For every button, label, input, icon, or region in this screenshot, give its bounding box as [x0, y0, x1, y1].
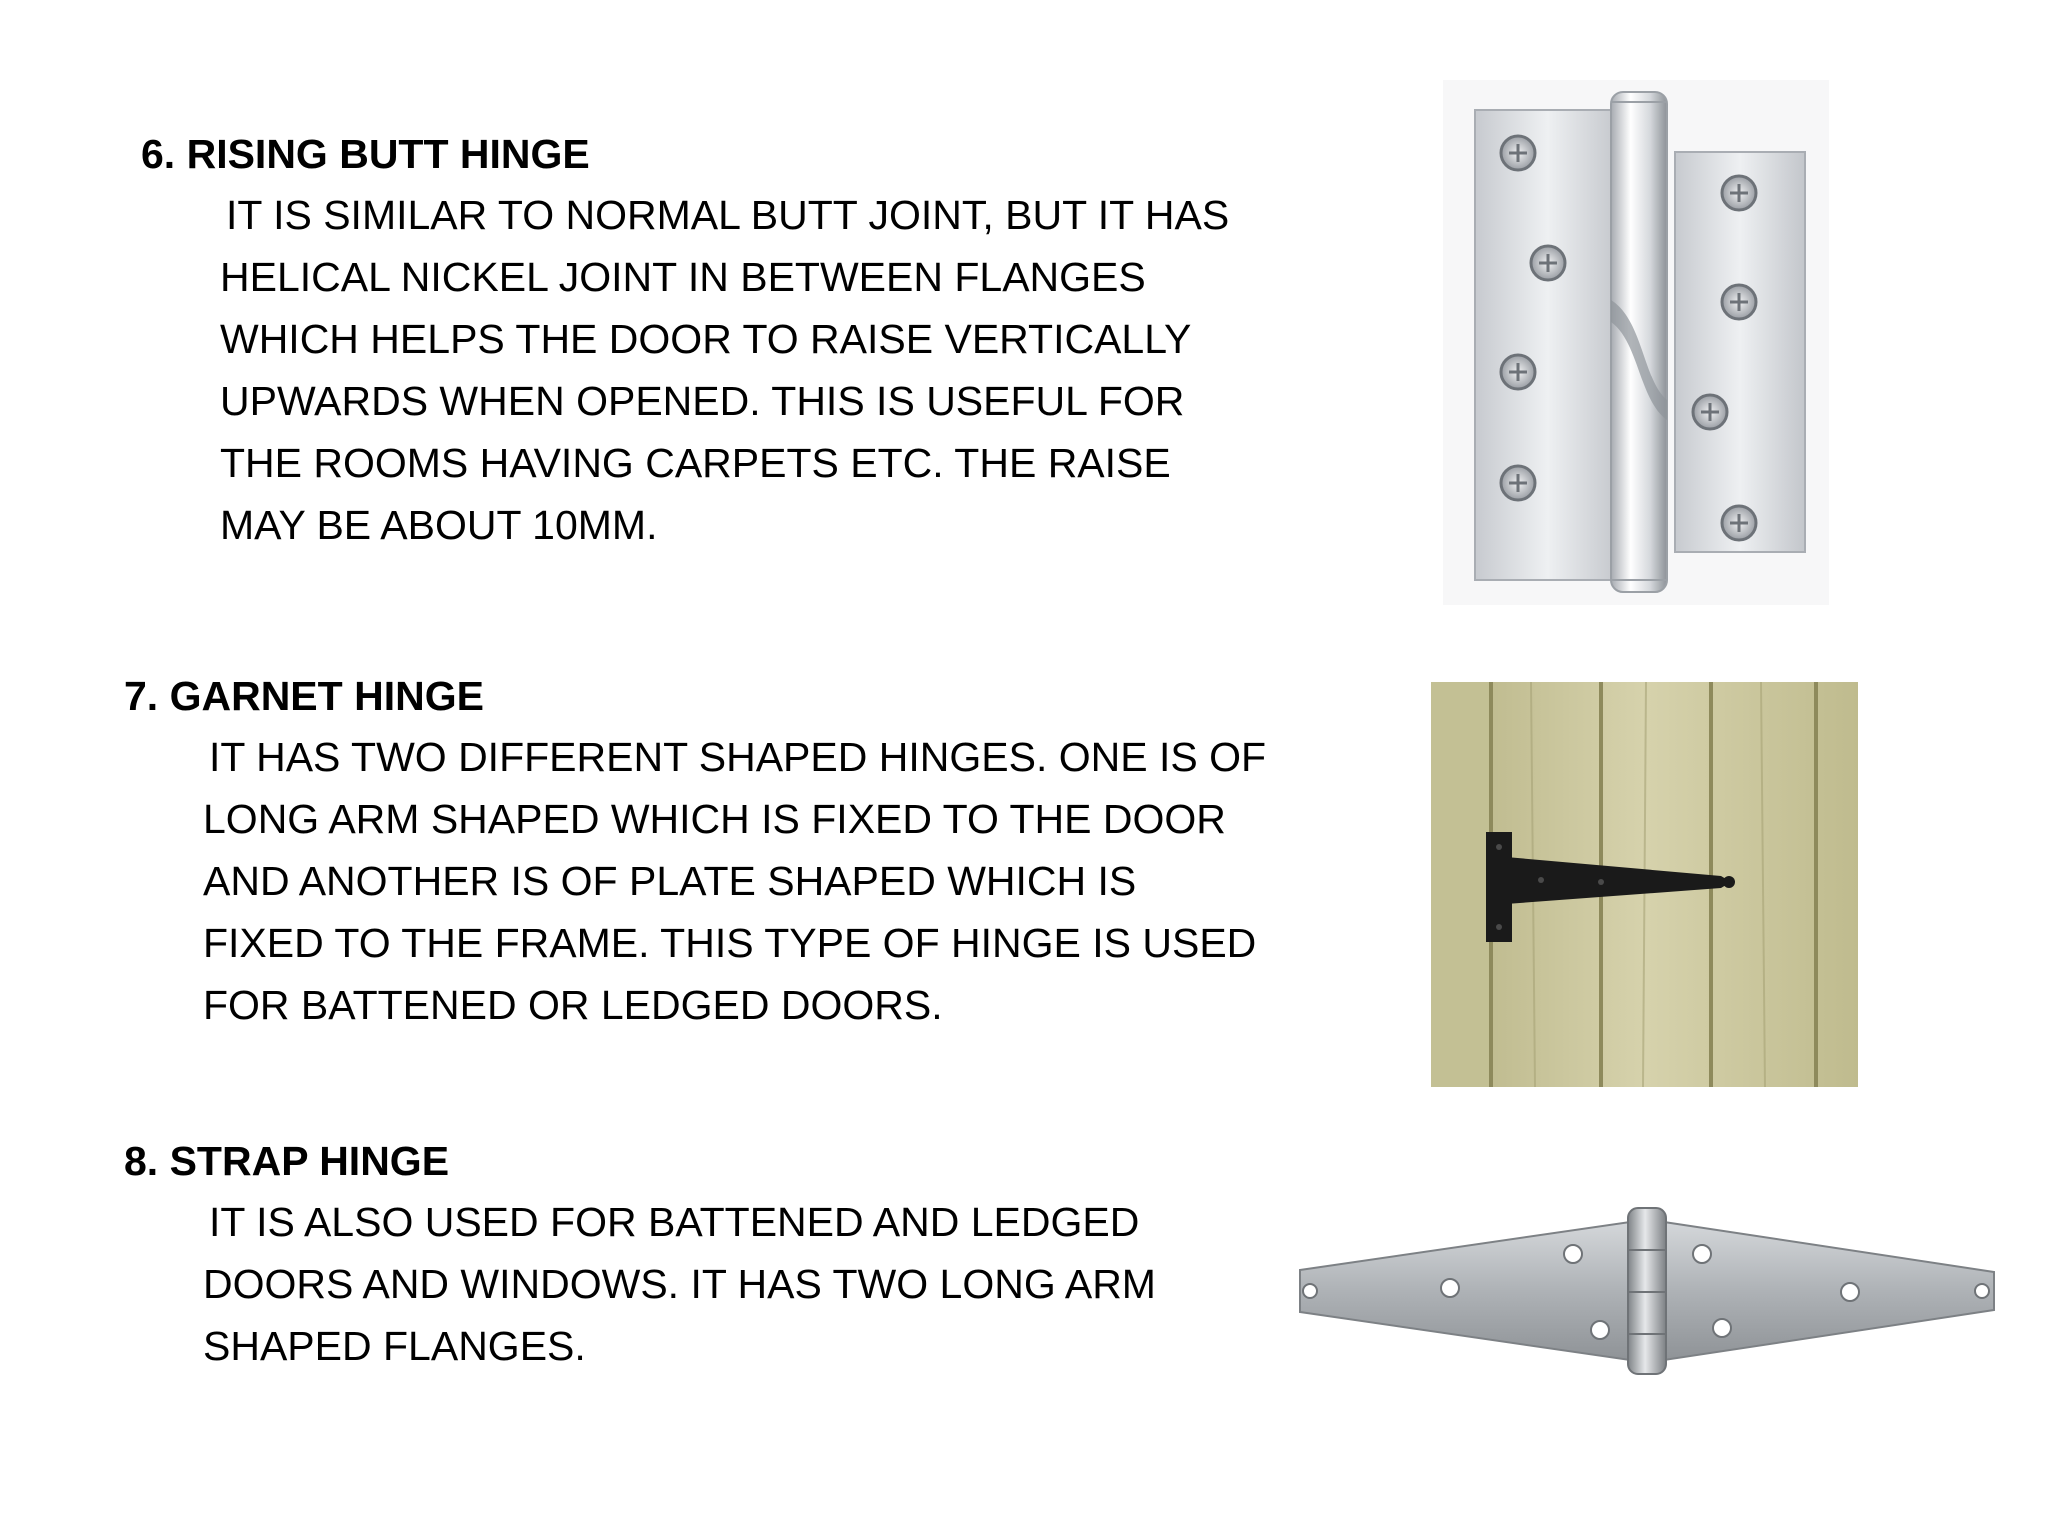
rising-butt-hinge-photo [1443, 80, 1829, 605]
garnet-hinge-photo [1431, 682, 1858, 1087]
description-strap-hinge [203, 1191, 1156, 1377]
text-line: IT IS SIMILAR TO NORMAL BUTT JOINT, BUT IT HAS [226, 192, 1230, 238]
text-line: WHICH HELPS THE DOOR TO RAISE VERTICALLY [220, 316, 1192, 362]
strap-hinge-photo [1290, 1200, 2004, 1382]
section-garnet-hinge [124, 672, 1266, 1036]
section-rising-butt-hinge [141, 130, 1229, 556]
text-line: LONG ARM SHAPED WHICH IS FIXED TO THE DOOR [203, 796, 1226, 842]
heading-rising-butt-hinge: 6. RISING BUTT HINGE [141, 131, 590, 177]
section-strap-hinge [124, 1137, 1156, 1377]
garnet-hinge-icon [1431, 682, 1858, 1087]
text-line: MAY BE ABOUT 10MM. [220, 502, 658, 548]
text-line: HELICAL NICKEL JOINT IN BETWEEN FLANGES [220, 254, 1146, 300]
text-line: UPWARDS WHEN OPENED. THIS IS USEFUL FOR [220, 378, 1185, 424]
text-line: FOR BATTENED OR LEDGED DOORS. [203, 982, 943, 1028]
description-rising-butt-hinge [220, 184, 1229, 556]
text-line: IT HAS TWO DIFFERENT SHAPED HINGES. ONE IS OF [209, 734, 1267, 780]
text-line: FIXED TO THE FRAME. THIS TYPE OF HINGE IS USED [203, 920, 1257, 966]
description-garnet-hinge [203, 726, 1266, 1036]
text-line: IT IS ALSO USED FOR BATTENED AND LEDGED [209, 1199, 1140, 1245]
rising-butt-hinge-icon [1443, 80, 1829, 605]
heading-strap-hinge: 8. STRAP HINGE [124, 1138, 450, 1184]
text-line: SHAPED FLANGES. [203, 1323, 586, 1369]
text-line: THE ROOMS HAVING CARPETS ETC. THE RAISE [220, 440, 1171, 486]
heading-garnet-hinge: 7. GARNET HINGE [124, 673, 484, 719]
text-line: AND ANOTHER IS OF PLATE SHAPED WHICH IS [203, 858, 1137, 904]
text-line: DOORS AND WINDOWS. IT HAS TWO LONG ARM [203, 1261, 1156, 1307]
strap-hinge-icon [1290, 1200, 2004, 1382]
